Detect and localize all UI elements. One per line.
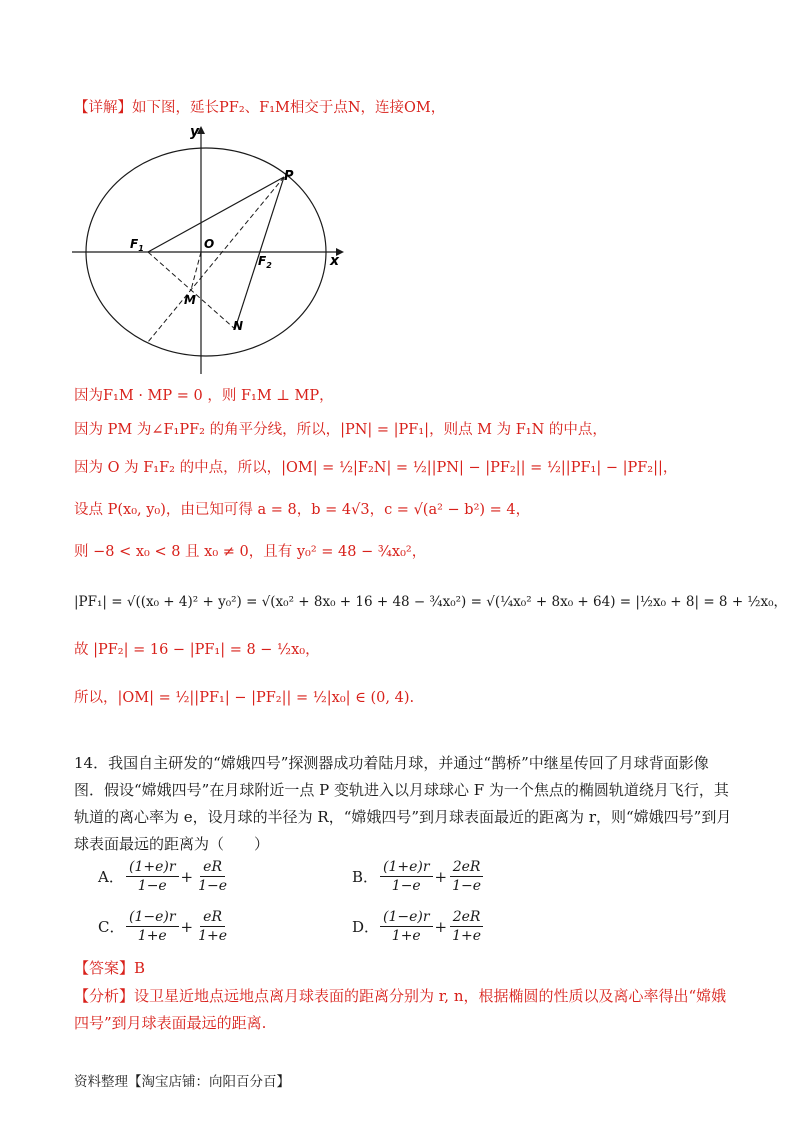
question-number: 14．: [74, 754, 109, 772]
option-d-plus: +: [434, 917, 448, 936]
detail-text: 如下图，延长PF₂、F₁M相交于点N，连接OM，: [132, 100, 446, 116]
option-b-frac-2: $\frac{2eR}{1-e}$: [449, 858, 484, 895]
option-a-plus: +: [180, 867, 194, 886]
option-b[interactable]: [352, 858, 486, 895]
detail-tag: 【详解】: [74, 100, 132, 116]
solution-line-4: 设点 P(x₀, y₀)，由已知可得 a = 8，b = 4√3，c = √(a² − b²) = 4，: [74, 502, 531, 518]
solution-line-2: 因为 PM 为∠F₁PF₂ 的角平分线，所以，|PN| = |PF₁|，则点 M 为 F₁N 的中点，: [74, 422, 607, 438]
ellipse-figure: [68, 122, 348, 382]
option-a-label: A．: [98, 868, 124, 886]
label-F2: $F_2$: [258, 254, 272, 270]
option-a-frac-1: $\frac{(1+e)r}{1-e}$: [126, 858, 179, 895]
option-d-frac-1: $\frac{(1-e)r}{1+e}$: [380, 908, 433, 945]
answer-tag: 【答案】: [74, 959, 135, 977]
option-d-label: D．: [352, 918, 380, 936]
option-a[interactable]: [98, 858, 232, 895]
option-a-frac-2: $\frac{eR}{1-e}$: [198, 859, 228, 894]
option-b-frac-1: $\frac{(1+e)r}{1-e}$: [380, 858, 433, 895]
option-b-plus: +: [434, 867, 448, 886]
option-b-label: B．: [352, 868, 379, 886]
label-O: O: [204, 237, 215, 251]
solution-line-3: 因为 O 为 F₁F₂ 的中点，所以，|OM| = ½|F₂N| = ½||PN| − |PF₂|| = ½||PF₁| − |PF₂||，: [74, 460, 678, 476]
option-c-frac-2: $\frac{eR}{1+e}$: [198, 909, 228, 944]
option-d[interactable]: [352, 908, 486, 945]
option-d-frac-2: $\frac{2eR}{1+e}$: [449, 908, 484, 945]
page-footer: 资料整理【淘宝店铺：向阳百分百】: [74, 1074, 290, 1090]
option-c-plus: +: [180, 917, 194, 936]
label-x: x: [330, 253, 340, 269]
label-M: M: [184, 293, 196, 307]
option-c-label: C．: [98, 918, 125, 936]
answer-line: [74, 958, 145, 978]
solution-line-5: 则 −8 < x₀ < 8 且 x₀ ≠ 0，且有 y₀² = 48 − ¾x₀²，: [74, 544, 427, 560]
analysis-tag: 【分析】: [74, 987, 135, 1005]
label-F1: $F_1$: [130, 237, 144, 253]
analysis-paragraph: [74, 983, 734, 1037]
label-N: N: [233, 319, 244, 333]
option-c[interactable]: [98, 908, 232, 945]
solution-line-6: |PF₁| = √((x₀ + 4)² + y₀²) = √(x₀² + 8x₀ + 16 + 48 − ¾x₀²) = √(¼x₀² + 8x₀ + 64) = |½x₀ + 8| = 8 + ½x₀，: [74, 594, 788, 610]
solution-line-8: 所以，|OM| = ½||PF₁| − |PF₂|| = ½|x₀| ∈ (0, 4).: [74, 690, 415, 706]
analysis-text: 设卫星近地点远地点离月球表面的距离分别为 r, n，根据椭圆的性质以及离心率得出“嫦娥四号”到月球表面最远的距离.: [74, 987, 727, 1032]
question-body: 我国自主研发的“嫦娥四号”探测器成功着陆月球，并通过“鹊桥”中继星传回了月球背面影像图．假设“嫦娥四号”在月球附近一点 P 变轨进入以月球球心 F 为一个焦点的椭圆轨道绕月飞行，其轨道的离心率为 e，设月球的半径为 R，“嫦娥四号”到月球表面最近的距离为 r，则“嫦娥四号”到月球表面最远的距离为（ ）: [74, 754, 732, 853]
label-y: y: [190, 124, 200, 140]
detail-line: [74, 98, 445, 118]
solution-line-7: 故 |PF₂| = 16 − |PF₁| = 8 − ½x₀，: [74, 642, 320, 658]
segment-F1N: [148, 252, 235, 329]
question-text: [74, 750, 734, 858]
label-P: P: [284, 169, 294, 184]
option-c-frac-1: $\frac{(1-e)r}{1+e}$: [126, 908, 179, 945]
solution-line-1: 因为F₁M · MP = 0 ，则 F₁M ⊥ MP，: [74, 388, 334, 404]
answer-value: B: [134, 959, 146, 977]
